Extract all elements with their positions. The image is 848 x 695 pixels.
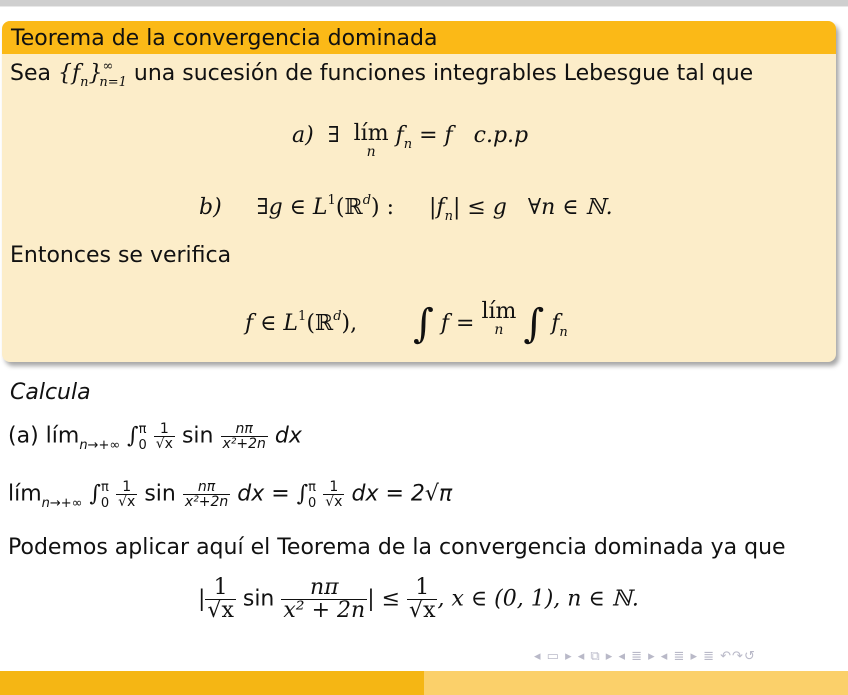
footer-bar-right — [424, 671, 848, 695]
theorem-block — [2, 21, 836, 362]
cond-a-ae: c.p.p — [473, 123, 529, 148]
then-text: Entonces se verifica — [10, 243, 232, 268]
theorem-intro — [10, 59, 754, 90]
cond-a-lim: lím n — [353, 121, 389, 160]
integral-sign: ∫ — [296, 481, 309, 507]
justification-text: Podemos aplicar aquí el Teorema de la convergencia dominada ya que — [8, 535, 786, 560]
conclusion-formula: f ∈ $L^1(ℝ^d)$, ∫ f = lím n ∫ $f_n$ — [245, 299, 568, 347]
exercise-item-a: (a) lím$_{n\to+\infty}$ ∫$^\pi_0$ $\frac{1}{√x}$ sin $\frac{n\pi}{\text{x²+2n}}$ dx — [8, 421, 302, 453]
integral-sign: ∫ — [523, 301, 545, 347]
cond-a-label: a) — [292, 123, 314, 148]
condition-b: b) ∃g ∈ $L^1(ℝ^d)$ : $|f_n| \le g$ ∀n ∈ ℕ. — [199, 193, 613, 224]
intro-rest: una sucesión de funciones integrables Lebesgue tal que — [133, 61, 754, 86]
cond-a-exists: ∃ — [327, 123, 340, 148]
theorem-title: Teorema de la convergencia dominada — [2, 21, 836, 54]
cond-b-forall: ∀n ∈ ℕ. — [527, 195, 613, 220]
intro-word: Sea — [10, 61, 51, 86]
top-rule-shadow — [0, 6, 848, 7]
integral-sign: ∫ — [413, 301, 434, 347]
conclusion-lim: lím n — [481, 299, 517, 338]
footer-bar-left — [0, 671, 424, 695]
integral-sign: ∫ — [89, 481, 101, 507]
condition-a: a) ∃ lím n $f_n = f$ c.p.p — [292, 121, 529, 160]
integral-sign: ∫ — [127, 423, 139, 449]
exercise-heading: Calcula — [10, 380, 91, 405]
domination-bound: | $\frac{1}{√x}$ sin $\frac{n\pi}{\text{x² + 2n}}$ | ≤ $\frac{1}{√x}$ , x ∈ (0, 1), n ∈ ℕ. — [198, 575, 639, 623]
cond-b-label: b) — [199, 195, 222, 220]
solution-equation: lím$_{n\to+\infty}$ ∫$^\pi_0$ $\frac{1}{√x}$ sin $\frac{n\pi}{\text{x²+2n}}$ dx = ∫$^\pi_0$ $\frac{1}{√x}$ dx = 2√π — [8, 479, 453, 511]
sequence-symbol: $\{f_n\}^\infty_{n=1}$ — [57, 59, 127, 90]
beamer-navigation-icons[interactable]: ◂ ▭ ▸ ◂ ⧉ ▸ ◂ ≣ ▸ ◂ ≣ ▸ ≣ ↶↷↺ — [534, 649, 756, 664]
